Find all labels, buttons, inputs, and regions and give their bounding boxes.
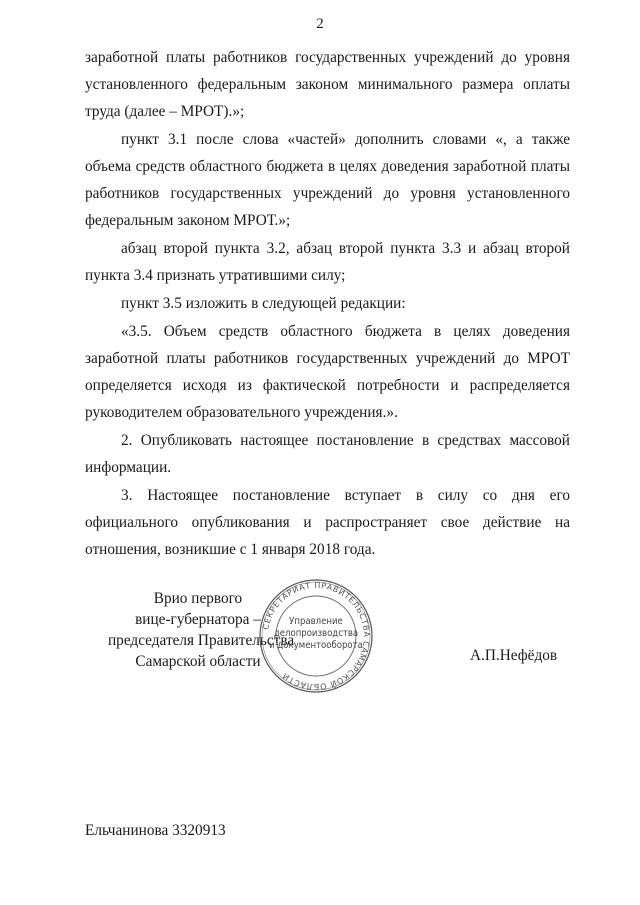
- page-number: 2: [316, 16, 324, 32]
- paragraph-effective-date: 3. Настоящее постановление вступает в силу со дня его официального опубликования и распространяет свое действие на отношения, возникшие с 1 января 2018 года.: [85, 487, 570, 558]
- seal-inner-line: Управление: [289, 616, 343, 627]
- executor-contact: Ельчанинова 3320913: [85, 822, 226, 839]
- paragraph-repeal: абзац второй пункта 3.2, абзац второй пункта 3.3 и абзац второй пункта 3.4 признать утратившими силу;: [85, 240, 570, 284]
- signatory-position-line: Врио первого: [153, 590, 243, 607]
- paragraph-continuation: заработной платы работников государственных учреждений до уровня установленного федеральным законом минимального размера оплаты труда (далее – МРОТ).»;: [85, 49, 570, 120]
- signatory-position-line: вице-губернатора –: [135, 611, 261, 628]
- seal-ring-text: СЕКРЕТАРИАТ ПРАВИТЕЛЬСТВА САМАРСКОЙ ОБЛАСТИ: [261, 580, 372, 692]
- signatory-position-line: председателя Правительства: [108, 632, 295, 649]
- paragraph-publish: 2. Опубликовать настоящее постановление в средствах массовой информации.: [85, 432, 570, 476]
- document-body: [85, 44, 570, 563]
- paragraph-amend-3-1: пункт 3.1 после слова «частей» дополнить словами «, а также объема средств областного бюджета в целях доведения заработной платы работников государственных учреждений до уровня установленного федеральным законом МРОТ.»;: [85, 131, 570, 229]
- seal-inner-line: и документооборота: [269, 640, 363, 651]
- signatory-position-line: Самарской области: [135, 653, 261, 670]
- signatory-name: А.П.Нефёдов: [470, 647, 558, 664]
- seal-inner-line: делопроизводства: [273, 628, 359, 639]
- paragraph-amend-3-5-intro: пункт 3.5 изложить в следующей редакции:: [121, 295, 406, 312]
- seal-inner-text: [268, 616, 364, 652]
- paragraph-amend-3-5-text: «3.5. Объем средств областного бюджета в целях доведения заработной платы работников государственных учреждений до МРОТ определяется исходя из фактической потребности и распределяется руководителем образовательного учреждения.».: [85, 323, 570, 421]
